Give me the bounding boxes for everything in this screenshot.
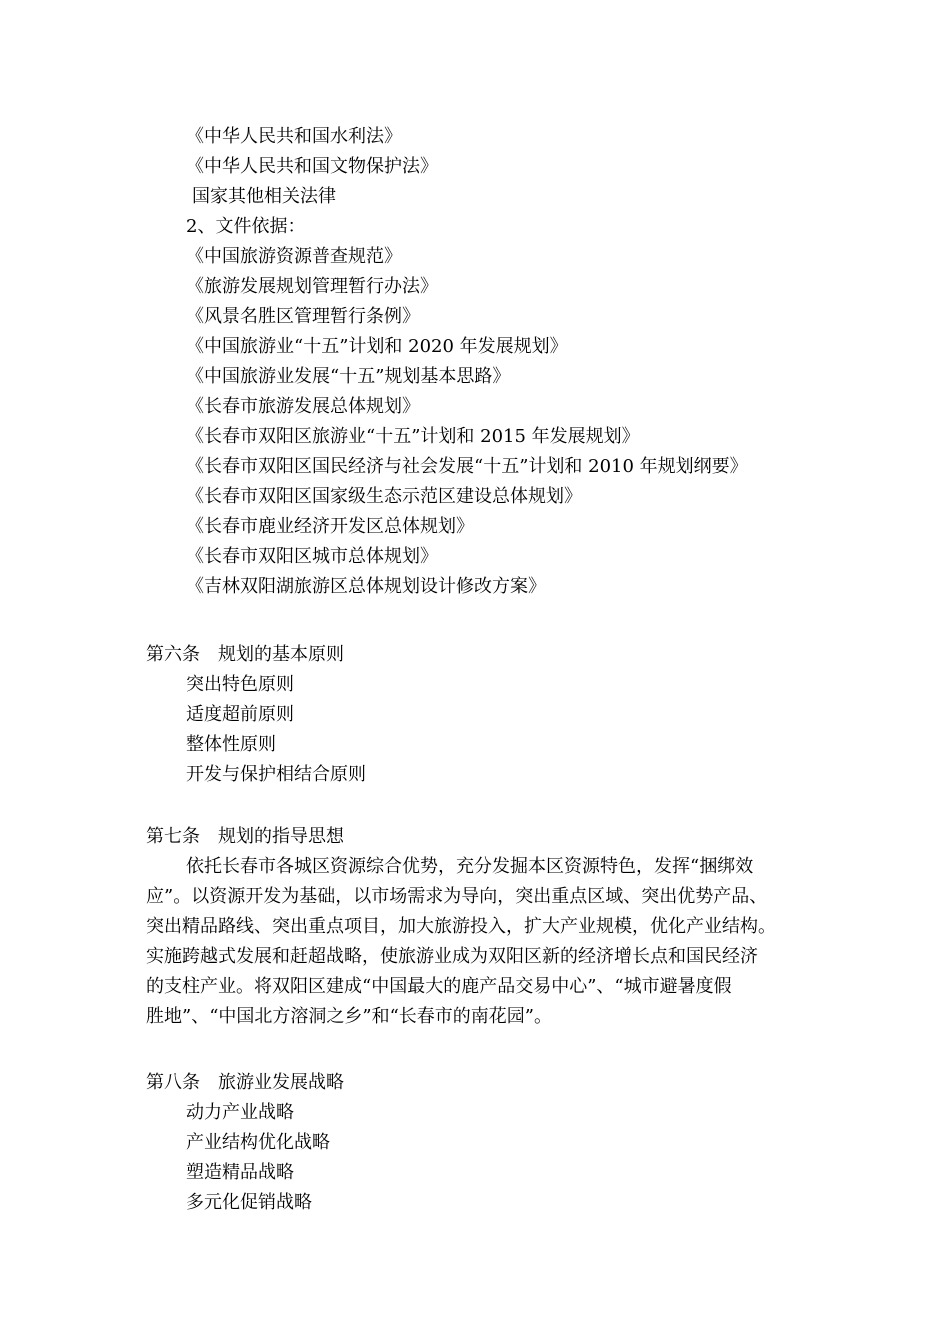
law-item: 国家其他相关法律 [192,186,336,207]
strategy-item: 动力产业战略 [186,1102,294,1123]
document-item: 《中国旅游资源普查规范》 [186,246,402,267]
document-item: 《风景名胜区管理暂行条例》 [186,306,420,327]
article-7-number: 第七条 [146,826,200,847]
article-8 [146,1068,836,1218]
document-item: 《长春市双阳区城市总体规划》 [186,546,438,567]
article-8-heading [146,1068,836,1098]
article-7-paragraph-line: 突出精品路线、突出重点项目，加大旅游投入，扩大产业规模，优化产业结构。 [146,916,776,937]
law-item: 《中华人民共和国文物保护法》 [186,156,438,177]
strategy-item: 产业结构优化战略 [186,1132,330,1153]
article-7-paragraph-line: 应”。以资源开发为基础，以市场需求为导向，突出重点区域、突出优势产品、 [146,886,768,907]
principle-item: 整体性原则 [186,734,276,755]
document-item: 《长春市旅游发展总体规划》 [186,396,420,417]
article-8-title: 旅游业发展战略 [218,1072,344,1093]
principle-item: 开发与保护相结合原则 [186,764,366,785]
documents-section [146,212,836,602]
article-7-paragraph-line: 依托长春市各城区资源综合优势，充分发掘本区资源特色，发挥“捆绑效 [186,856,754,877]
document-item: 《长春市鹿业经济开发区总体规划》 [186,516,474,537]
article-6-title: 规划的基本原则 [218,644,344,665]
document-item: 《中国旅游业发展“十五”规划基本思路》 [186,366,511,387]
article-7 [146,822,836,1032]
documents-heading: 2、文件依据： [186,216,306,237]
document-item: 《长春市双阳区国民经济与社会发展“十五”计划和 2010 年规划纲要》 [186,456,748,477]
article-6 [146,640,836,790]
document-item: 《长春市双阳区旅游业“十五”计划和 2015 年发展规划》 [186,426,640,447]
laws-list [146,122,836,212]
strategy-item: 多元化促销战略 [186,1192,312,1213]
law-item: 《中华人民共和国水利法》 [186,126,402,147]
document-item: 《中国旅游业“十五”计划和 2020 年发展规划》 [186,336,568,357]
article-7-paragraph-line: 实施跨越式发展和赶超战略，使旅游业成为双阳区新的经济增长点和国民经济 [146,946,758,967]
document-item: 《长春市双阳区国家级生态示范区建设总体规划》 [186,486,582,507]
article-6-number: 第六条 [146,644,200,665]
article-7-paragraph-line: 的支柱产业。将双阳区建成“中国最大的鹿产品交易中心”、“城市避暑度假 [146,976,732,997]
document-item: 《旅游发展规划管理暂行办法》 [186,276,438,297]
article-7-paragraph-line: 胜地”、“中国北方溶洞之乡”和“长春市的南花园”。 [146,1006,553,1027]
strategy-item: 塑造精品战略 [186,1162,294,1183]
principle-item: 适度超前原则 [186,704,294,725]
article-7-heading [146,822,836,852]
article-6-heading [146,640,836,670]
article-7-title: 规划的指导思想 [218,826,344,847]
article-8-number: 第八条 [146,1072,200,1093]
document-item: 《吉林双阳湖旅游区总体规划设计修改方案》 [186,576,546,597]
principle-item: 突出特色原则 [186,674,294,695]
